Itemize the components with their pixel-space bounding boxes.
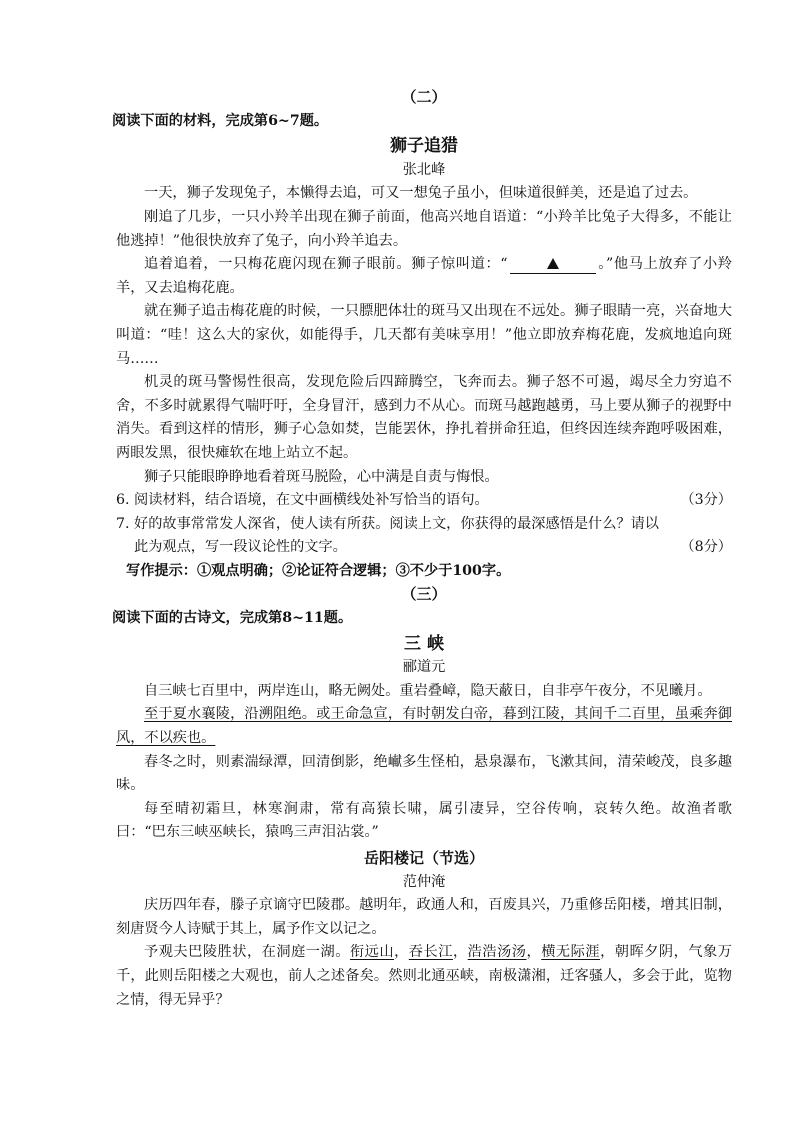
question-7-score: （8分） (680, 539, 732, 556)
text-2-p2-part-b: ，朝晖夕阴，气象万千，此则岳阳楼之大观也，前人之述备矣。然则北通巫峡，南极潇湘，迁客骚人，多会于此，览物之情，得无异乎？ (116, 944, 732, 1008)
question-6-text: 6. 阅读材料，结合语境，在文中画横线处补写恰当的语句。 (116, 492, 489, 509)
paragraph-3-text-after: 。”他马上放弃了小羚羊，又去追梅花鹿。 (116, 256, 732, 296)
text-1-paragraph-1: 自三峡七百里中，两岸连山，略无阙处。重岩叠嶂，隐天蔽日，自非亭午夜分，不见曦月。 (144, 682, 712, 699)
section-3-instructions: 阅读下面的古诗文，完成第8~11题。 (112, 610, 353, 627)
fill-in-blank[interactable] (510, 255, 596, 274)
text-2-title: 岳阳楼记（节选） (363, 849, 484, 867)
text-2-paragraph-1: 庆历四年春，滕子京谪守巴陵郡。越明年，政通人和，百废具兴，乃重修岳阳楼，增其旧制，刻唐贤今人诗赋于其上，属予作文以记之。 (116, 897, 732, 937)
underlined-phrase-1: 衔远山 (349, 944, 395, 961)
paragraph-3-text-before: 追着追着，一只梅花鹿闪现在狮子眼前。狮子惊叫道：“ (144, 256, 508, 273)
text-2-author: 范仲淹 (402, 873, 446, 890)
writing-tips: 写作提示：①观点明确；②论证符合逻辑；③不少于100字。 (126, 562, 511, 579)
article-paragraph-1: 一天，狮子发现兔子，本懒得去追，可又一想兔子虽小，但味道很鲜美，还是追了过去。 (144, 185, 698, 202)
article-paragraph-3 (116, 253, 732, 300)
underlined-passage: 至于夏水襄陵，沿溯阻绝。或王命急宣，有时朝发白帝，暮到江陵，其间千二百里，虽乘奔御风，不以疾也。 (116, 706, 732, 747)
question-7-line-2 (134, 536, 732, 560)
text-1-author: 郦道元 (402, 659, 446, 676)
section-3-title: （三） (401, 585, 447, 604)
text-1-paragraph-4: 每至晴初霜旦，林寒涧肃，常有高猿长啸，属引凄异，空谷传响，哀转久绝。故渔者歌曰：“巴东三峡巫峡长，猿鸣三声泪沾裳。” (116, 800, 732, 841)
article-paragraph-5: 机灵的斑马警惕性很高，发现危险后四蹄腾空，飞奔而去。狮子怒不可遏，竭尽全力穷追不舍，不多时就累得气喘吁吁，全身冒汗，感到力不从心。而斑马越跑越勇，马上要从狮子的视野中消失。看到这样的情形，狮子心急如焚，岂能罢休，挣扎着拼命狂追，但终因连续奔跑呼吸困难，两眼发黑，很快瘫软在地上站立不起。 (116, 374, 732, 461)
text-2-p2-part-a: 予观夫巴陵胜状，在洞庭一湖。 (144, 944, 350, 961)
triangle-marker-icon (547, 258, 559, 269)
separator-3: ， (526, 944, 542, 961)
text-1-paragraph-2 (116, 703, 732, 750)
article-paragraph-4: 就在狮子追击梅花鹿的时候，一只膘肥体壮的斑马又出现在不远处。狮子眼睛一亮，兴奋地大叫道：“哇！这么大的家伙，如能得手，几天都有美味享用！”他立即放弃梅花鹿，发疯地追向斑马…… (116, 303, 732, 367)
question-6 (116, 489, 732, 513)
separator-2: ， (452, 944, 468, 961)
question-6-score: （3分） (680, 492, 732, 509)
text-1-title: 三 峡 (404, 633, 444, 654)
article-title: 狮子追猎 (390, 136, 458, 157)
question-7-line-1: 7. 好的故事常常发人深省，使人读有所获。阅读上文，你获得的最深感悟是什么？请以 (116, 515, 659, 532)
underlined-phrase-4: 横无际涯 (541, 944, 601, 961)
underlined-phrase-2: 吞长江 (408, 944, 453, 961)
question-7-line-2-text: 此为观点，写一段议论性的文字。 (134, 539, 347, 556)
underlined-phrase-3: 浩浩汤汤 (467, 944, 527, 961)
section-2-title: （二） (401, 88, 447, 106)
article-author: 张北峰 (402, 161, 446, 178)
separator-1: ， (394, 944, 409, 961)
article-paragraph-2: 刚追了几步，一只小羚羊出现在狮子前面，他高兴地自语道：“小羚羊比兔子大得多，不能让他逃掉！”他很快放弃了兔子，向小羚羊追去。 (116, 208, 732, 249)
article-paragraph-6: 狮子只能眼睁睁地看着斑马脱险，心中满是自责与悔恨。 (144, 468, 499, 485)
text-2-paragraph-2 (116, 941, 732, 1012)
text-1-paragraph-3: 春冬之时，则素湍绿潭，回清倒影，绝𪩘多生怪柏，悬泉瀑布，飞漱其间，清荣峻茂，良多趣味。 (116, 753, 732, 794)
section-2-instructions: 阅读下面的材料，完成第6~7题。 (112, 112, 329, 129)
